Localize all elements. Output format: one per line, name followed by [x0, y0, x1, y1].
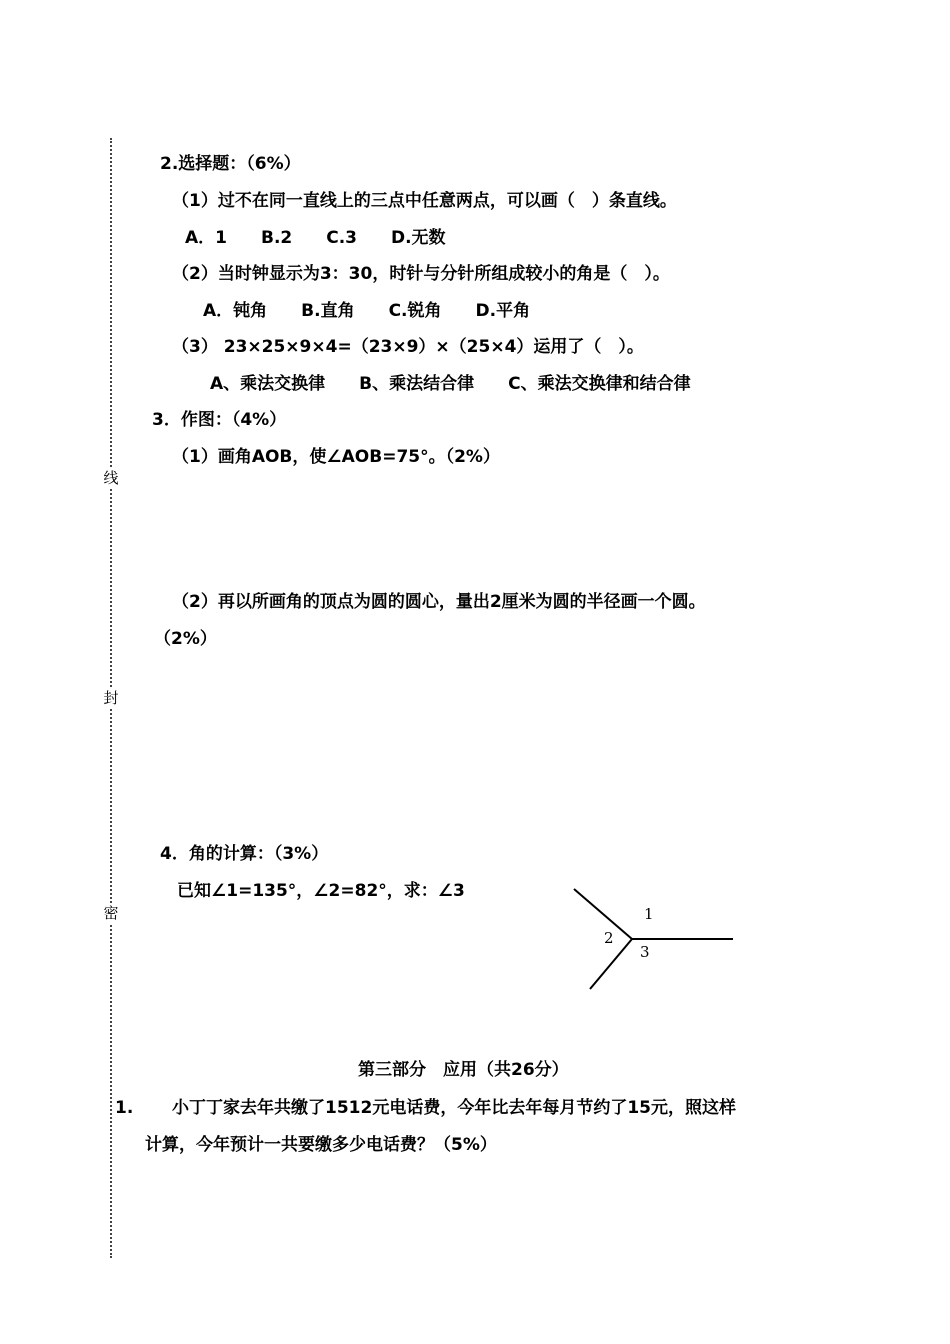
- question-2-1-options: A．1 B.2 C.3 D.无数: [185, 228, 446, 248]
- section3-heading: 3．作图：（4%）: [152, 410, 287, 430]
- part3-title: 第三部分 应用（共26分）: [358, 1060, 569, 1080]
- binding-char-xian: 线: [101, 468, 121, 488]
- question-2-2: （2）当时钟显示为3：30，时针与分针所组成较小的角是（ ）。: [172, 264, 670, 284]
- question-3-2-line2: （2%）: [154, 629, 217, 649]
- application-q1-line1: 小丁丁家去年共缴了1512元电话费，今年比去年每月节约了15元，照这样: [172, 1098, 736, 1118]
- angle-label-2: 2: [604, 929, 614, 947]
- application-q1-line2: 计算，今年预计一共要缴多少电话费？（5%）: [145, 1135, 497, 1155]
- section4-given: 已知∠1=135°，∠2=82°，求：∠3: [177, 881, 465, 901]
- application-q1-number: 1.: [115, 1098, 134, 1118]
- angle-label-3: 3: [640, 943, 650, 961]
- question-3-2-line1: （2）再以所画角的顶点为圆的圆心，量出2厘米为圆的半径画一个圆。: [172, 592, 706, 612]
- question-3-1: （1）画角AOB，使∠AOB=75°。（2%）: [172, 447, 500, 467]
- angle-label-1: 1: [644, 905, 654, 923]
- section4-heading: 4．角的计算：（3%）: [160, 844, 329, 864]
- question-2-3-options: A、乘法交换律 B、乘法结合律 C、乘法交换律和结合律: [210, 374, 691, 394]
- angle-figure: [560, 880, 750, 1000]
- question-2-2-options: A．钝角 B.直角 C.锐角 D.平角: [203, 301, 531, 321]
- question-2-3: （3） 23×25×9×4=（23×9）×（25×4）运用了（ ）。: [172, 337, 644, 357]
- section2-heading: 2.选择题：（6%）: [160, 154, 301, 174]
- question-2-1: （1）过不在同一直线上的三点中任意两点，可以画（ ）条直线。: [172, 191, 677, 211]
- ray-upper-left: [574, 889, 632, 939]
- binding-char-feng: 封: [101, 688, 121, 708]
- binding-char-mi: 密: [101, 903, 121, 923]
